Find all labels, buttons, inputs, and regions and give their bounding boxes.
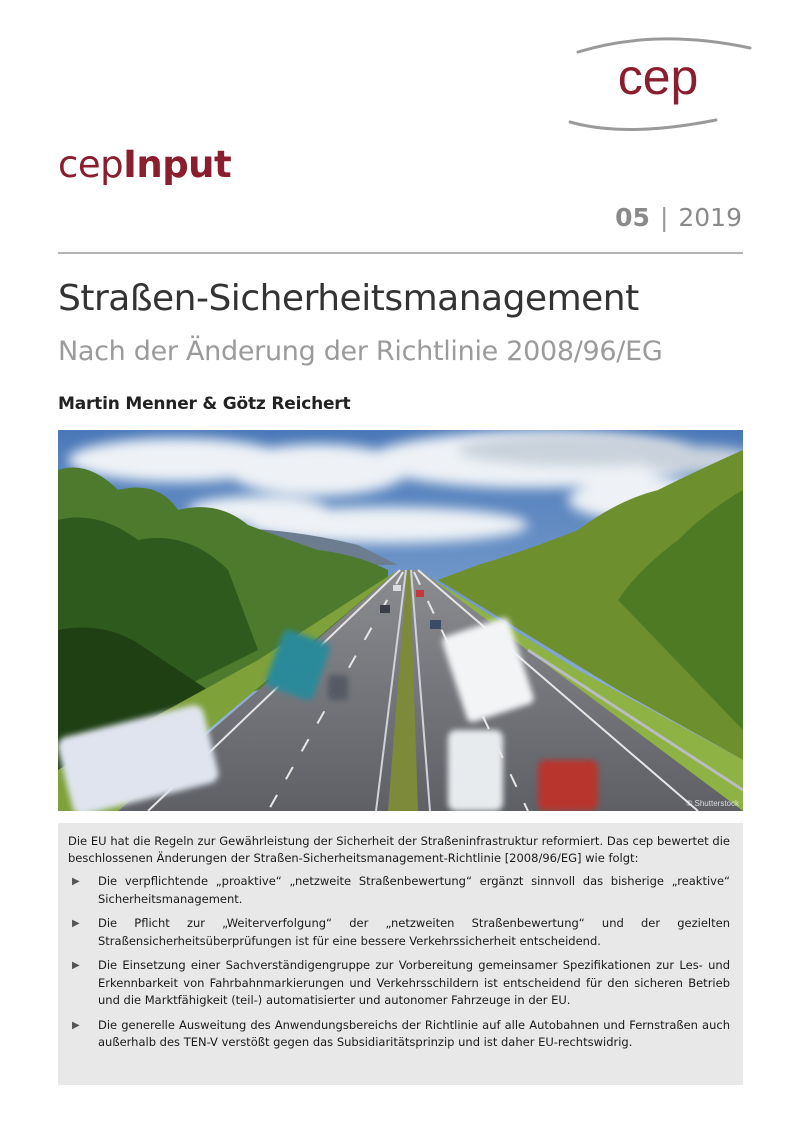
photo-credit: © Shutterstock [686, 799, 739, 808]
series-name [58, 143, 231, 186]
series-label: Input [123, 143, 232, 186]
summary-bullet [68, 1017, 730, 1052]
issue-number [615, 203, 742, 232]
issue-num: 05 [615, 203, 650, 232]
triangle-right-icon: ▶ [72, 960, 80, 971]
triangle-right-icon: ▶ [72, 918, 80, 929]
triangle-right-icon: ▶ [72, 876, 80, 887]
series-prefix: cep [58, 143, 124, 186]
bullet-text: Die generelle Ausweitung des Anwendungsbereichs der Richtlinie auf alle Autobahnen und Fernstraßen auch außerhalb des TEN-V verstößt gegen das Subsidiaritätsprinzip und ist daher EU-rechtswidrig. [98, 1017, 730, 1049]
summary-bullets [68, 873, 730, 1052]
bullet-text: Die Einsetzung einer Sachverständigengruppe zur Vorbereitung gemeinsamer Spezifikationen zur Les- und Erkennbarkeit von Fahrbahnmarkierungen und Verkehrsschildern ist entscheidend für den sicheren Betrieb und die Marktfähigkeit (teil-) automatisierter und autonomer Fahrzeuge in der EU. [98, 958, 730, 1007]
cep-logo [566, 34, 752, 134]
logo-text: cep [617, 49, 699, 105]
bullet-text: Die Pflicht zur „Weiterverfolgung“ der „netzweiten Straßenbewertung“ und der gezielten Straßensicherheitsüberprüfungen ist für eine bessere Verkehrssicherheit entscheidend. [98, 916, 730, 948]
summary-intro: Die EU hat die Regeln zur Gewährleistung der Sicherheit der Straßeninfrastruktur reformiert. Das cep bewertet die beschlossenen Änderungen der Straßen-Sicherheitsmanagement-Richtlinie [2008/96/EG] wie folgt: [68, 834, 730, 865]
authors: Martin Menner & Götz Reichert [58, 394, 351, 414]
cover-photo [58, 430, 743, 811]
issue-year: 2019 [678, 203, 742, 232]
summary-box [58, 823, 743, 1085]
bullet-text: Die verpflichtende „proaktive“ „netzweite Straßenbewertung“ ergänzt sinnvoll das bisherige „reaktive“ Sicherheitsmanagement. [98, 874, 730, 906]
page-title: Straßen-Sicherheitsmanagement [58, 278, 639, 319]
summary-bullet [68, 915, 730, 950]
summary-bullet [68, 873, 730, 908]
page-subtitle: Nach der Änderung der Richtlinie 2008/96/EG [58, 336, 663, 367]
issue-separator: | [659, 203, 669, 232]
triangle-right-icon: ▶ [72, 1019, 80, 1031]
header-divider [58, 252, 743, 254]
summary-bullet [68, 957, 730, 1010]
